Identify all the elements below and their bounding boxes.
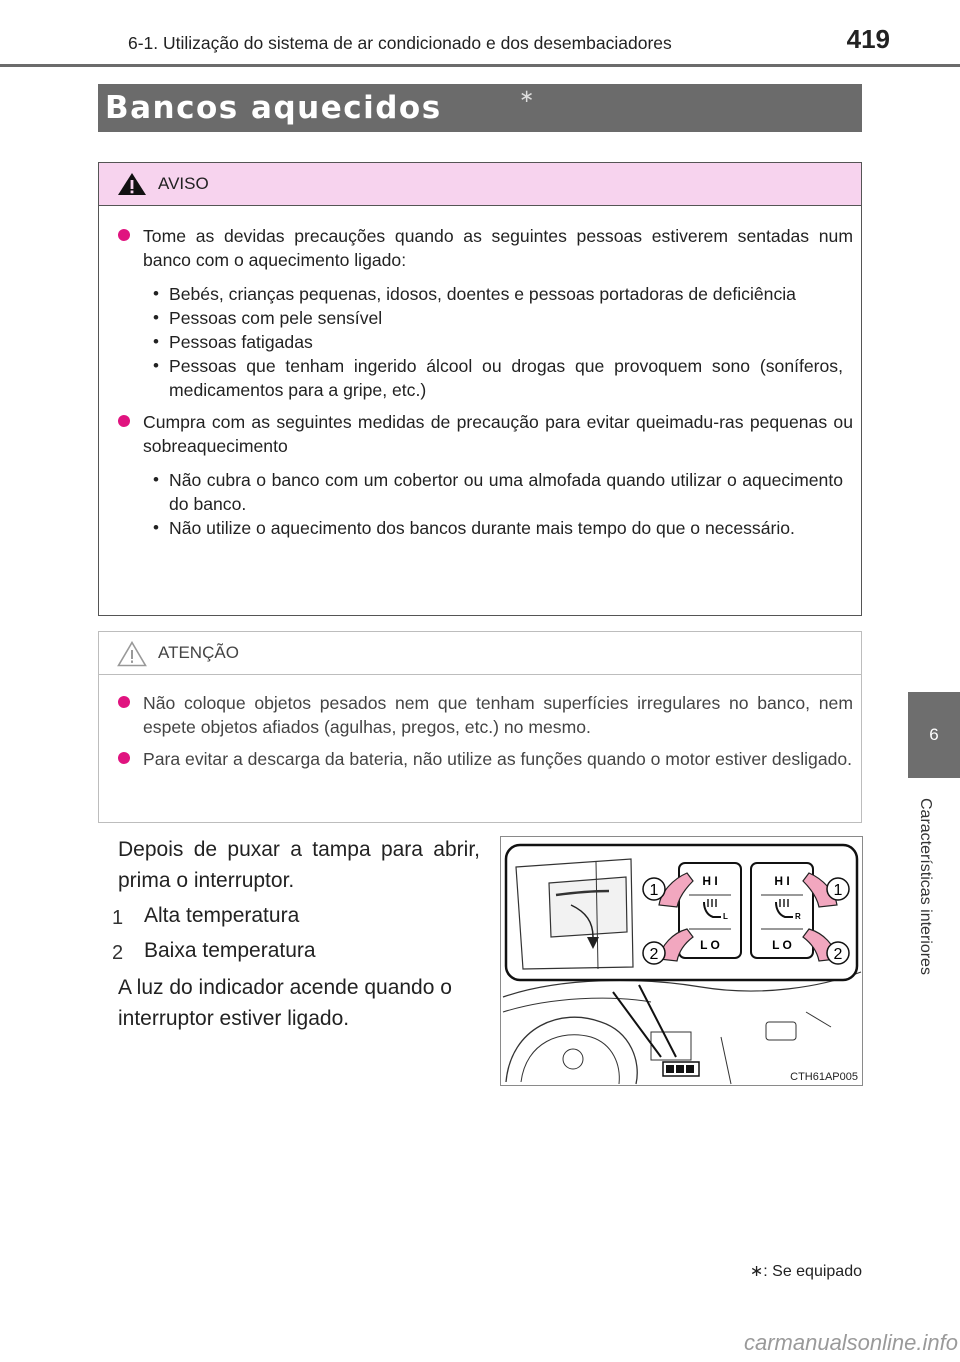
section-title-banner — [98, 84, 862, 132]
header-divider — [0, 64, 960, 67]
numbered-item — [112, 900, 480, 931]
warning-triangle-icon — [117, 172, 147, 201]
switch-lo-label-left: L O — [700, 938, 720, 952]
seat-heater-illustration — [500, 836, 863, 1086]
right-seat-mark: R — [795, 912, 801, 921]
notice-item — [113, 691, 853, 739]
warning-subitem: • Não cubra o banco com um cobertor ou uma almofada quando utilizar o aquecimento do banco. — [143, 468, 843, 516]
bullet-dot-icon — [118, 752, 130, 764]
chapter-title: 6-1. Utilização do sistema de ar condicionado e dos desembaciadores — [128, 33, 672, 53]
caution-triangle-icon — [117, 641, 147, 672]
item-text: Baixa temperatura — [144, 939, 316, 962]
watermark: carmanualsonline.info — [743, 1330, 958, 1355]
warning-header — [99, 163, 861, 206]
notice-item-text: Para evitar a descarga da bateria, não utilize as funções quando o motor estiver desligado. — [143, 749, 853, 769]
warning-subitem: • Pessoas com pele sensível — [143, 306, 843, 330]
figure-code: CTH61AP005 — [790, 1071, 858, 1083]
warning-subitem: • Pessoas fatigadas — [143, 330, 843, 354]
warning-item-text: Cumpra com as seguintes medidas de precaução para evitar queimadu-ras pequenas ou sobreaquecimento — [143, 412, 853, 456]
warning-item — [113, 224, 853, 402]
notice-box — [98, 631, 862, 823]
left-seat-mark: L — [723, 912, 728, 921]
switch-hi-label-right: H I — [774, 874, 790, 888]
footnote: ∗: Se equipado — [749, 1263, 862, 1280]
bullet-dot-icon — [118, 229, 130, 241]
item-number: 1 — [112, 907, 124, 929]
switch-hi-label-left: H I — [702, 874, 718, 888]
chapter-tab[interactable]: 6 — [908, 692, 960, 778]
warning-subitem: • Não utilize o aquecimento dos bancos durante mais tempo do que o necessário. — [143, 516, 843, 540]
callout-1-left: 1 — [649, 882, 659, 899]
notice-item — [113, 747, 853, 771]
item-number: 2 — [112, 942, 124, 964]
callout-2-left: 2 — [649, 946, 659, 963]
callout-2-right: 2 — [833, 946, 843, 963]
warning-subitem: • Bebés, crianças pequenas, idosos, doentes e pessoas portadoras de deficiência — [143, 282, 843, 306]
notice-header — [99, 632, 861, 675]
instructions — [112, 834, 480, 1034]
switch-lo-label-right: L O — [772, 938, 792, 952]
notice-label: ATENÇÃO — [158, 643, 239, 662]
equipment-marker: ∗ — [519, 86, 535, 106]
callout-1-right: 1 — [833, 882, 843, 899]
notice-item-text: Não coloque objetos pesados nem que tenham superfícies irregulares no banco, nem espete objetos afiados (agulhas, pregos, etc.) no mesmo. — [143, 693, 853, 737]
chapter-tab-label-text: Características interiores — [917, 798, 934, 975]
warning-subitem: • Pessoas que tenham ingerido álcool ou drogas que provoquem sono (soníferos, medicamentos para a gripe, etc.) — [143, 354, 843, 402]
warning-item — [113, 410, 853, 540]
instructions-intro: Depois de puxar a tampa para abrir, prima o interruptor. — [118, 838, 480, 892]
page-number: 419 — [846, 24, 890, 54]
illustration-graphic — [501, 837, 862, 1085]
section-title: Bancos aquecidos — [105, 90, 442, 126]
bullet-dot-icon — [118, 415, 130, 427]
warning-item-text: Tome as devidas precauções quando as seguintes pessoas estiverem sentadas num banco com o aquecimento ligado: — [143, 226, 853, 270]
item-text: Alta temperatura — [144, 904, 300, 927]
bullet-dot-icon — [118, 696, 130, 708]
indicator-note: A luz do indicador acende quando o interruptor estiver ligado. — [118, 976, 452, 1030]
warning-box — [98, 162, 862, 616]
numbered-item — [112, 935, 480, 966]
warning-label: AVISO — [158, 174, 209, 193]
